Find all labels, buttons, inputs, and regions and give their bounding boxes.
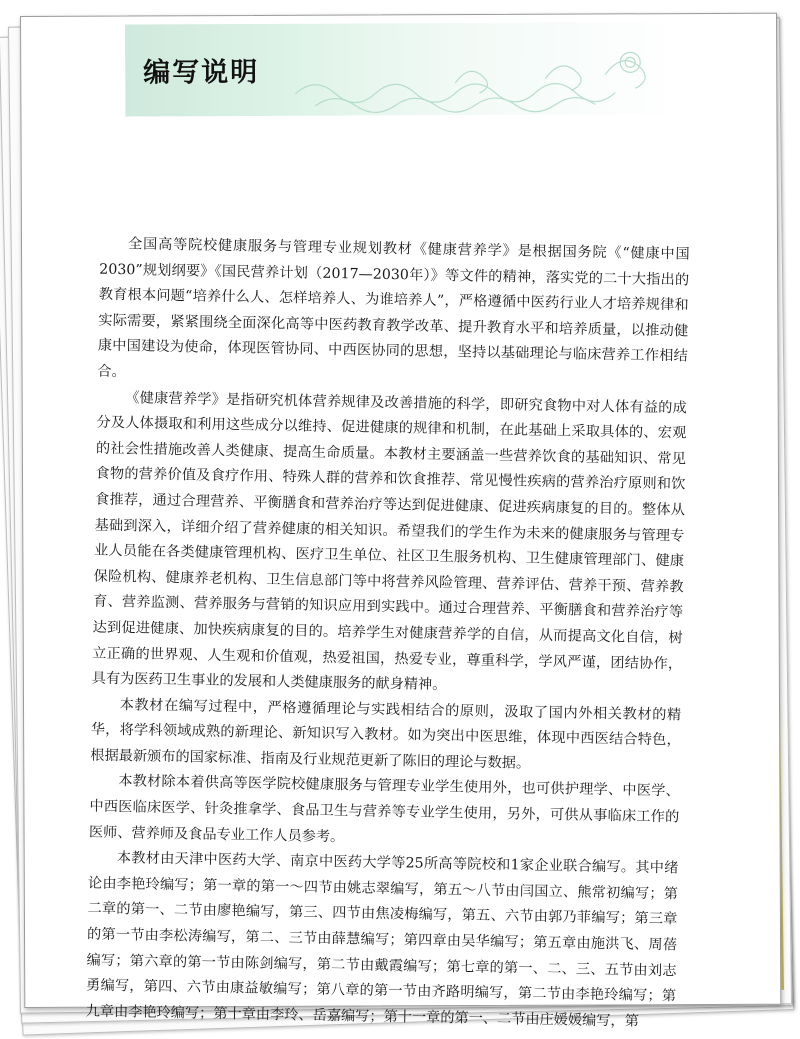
paragraph-authors: 本教材由天津中医药大学、南京中医药大学等25所高等院校和1家企业联合编写。其中绪论由李艳玲编写；第一章的第一～四节由姚志翠编写，第五～八节由闫国立、熊常初编写；第二章的第一、二节由廖艳编写，第三、四节由焦凌梅编写，第五、六节由郭乃菲编写；第三章的第一节由李松涛编写，第二、三节由薛慧编写；第四章由吴华编写；第五章由施洪飞、周蓓编写；第六章的第一节由陈剑编写，第二节由戴霞编写；第七章的第一、二、三、五节由刘志勇编写，第四、六节由康益敏编写；第八章的第一节由齐路明编写，第二节由李艳玲编写；第九章由李艳玲编写；第十章由李玲、岳嘉编写；第十一章的第一、二节由庄媛媛编写，第 xyxy=(85,850,679,1030)
paragraph-intro: 全国高等院校健康服务与管理专业规划教材《健康营养学》是根据国务院《“健康中国2030”规划纲要》《国民营养计划（2017—2030年）》等文件的精神，落实党的二十大指出的教育根本问题“培养什么人、怎样培养人、为谁培养人”，严格遵循中医药行业人才培养规律和实际需要，紧紧围绕全面深化高等中医药教育教学改革、提升教育水平和培养质量，以推动健康中国建设为使命，体现医管协同、中西医协同的思想，坚持以基础理论与临床营养工作相结合。 xyxy=(97,236,690,381)
paragraph-principles: 本教材在编写过程中，严格遵循理论与实践相结合的原则，汲取了国内外相关教材的精华，将学科领域成熟的新理论、新知识写入教材。如为突出中医思维，体现中西医结合特色，根据最新颁布的国家标准、指南及行业规范更新了陈旧的理论与数据。 xyxy=(90,696,682,772)
paragraph-definition: 《健康营养学》是指研究机体营养规律及改善措施的科学，即研究食物中对人体有益的成分及人体摄取和利用这些成分以维持、促进健康的规律和机制，在此基础上采取具体的、宏观的社会性措施改善人类健康、提高生命质量。本教材主要涵盖一些营养饮食的基础知识、常见食物的营养价值及食疗作用、特殊人群的营养和饮食推荐、常见慢性疾病的营养治疗原则和饮食推荐，通过合理营养、平衡膳食和营养治疗等达到促进健康、促进疾病康复的目的。整体从基础到深入，详细介绍了营养健康的相关知识。希望我们的学生作为未来的健康服务与管理专业人员能在各类健康管理机构、医疗卫生单位、社区卫生服务机构、卫生健康管理部门、健康保险机构、健康养老机构、卫生信息部门等中将营养风险管理、营养评估、营养干预、营养教育、营养监测、营养服务与营销的知识应用到实践中。通过合理营养、平衡膳食和营养治疗等达到促进健康、加快疾病康复的目的。培养学生对健康营养学的自信，从而提高文化自信，树立正确的世界观、人生观和价值观，热爱祖国，热爱专业，尊重科学，学风严谨，团结协作，具有为医药卫生事业的发展和人类健康服务的献身精神。 xyxy=(91,389,687,694)
document-page xyxy=(20,13,781,1030)
page-title: 编写说明 xyxy=(143,56,260,89)
paragraph-audience: 本教材除本着供高等医学院校健康服务与管理专业学生使用外，也可供护理学、中医学、中西医临床医学、针灸推拿学、食品卫生与营养等专业学生使用，另外，可供从事临床工作的医师、营养师及食品专业工作人员参考。 xyxy=(88,773,680,845)
body-text xyxy=(85,232,689,1036)
